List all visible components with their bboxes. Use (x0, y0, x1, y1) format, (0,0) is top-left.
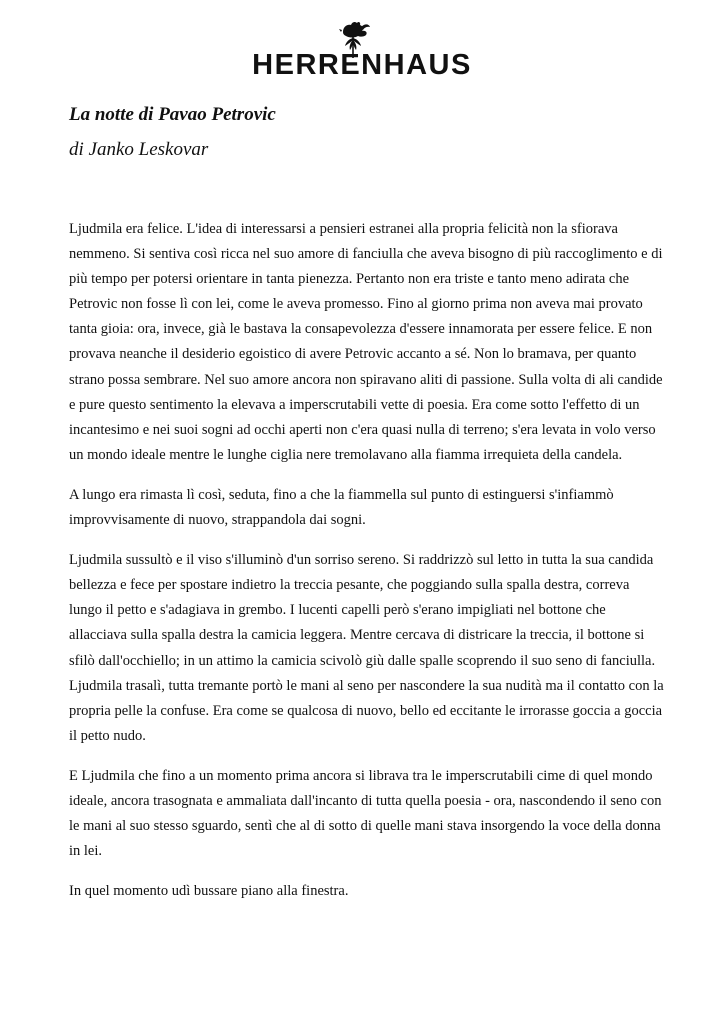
logo-wordmark: HERRENHAUS (252, 49, 472, 81)
paragraph-3: Ljudmila sussultò e il viso s'illuminò d'un sorriso sereno. Si raddrizzò sul letto in tutta la sua candida bellezza e fece per spostare indietro la treccia pesante, che poggiando sulla spalla destra, correva lungo il petto e s'adagiava in grembo. I lucenti capelli però s'erano impigliati nel bottone che allacciava sulla spalla destra la camicia leggera. Mentre cercava di districare la treccia, il bottone si sfilò dall'occhiello; in un attimo la camicia scivolò giù dalle spalle scoprendo il suo seno di fanciulla. Ljudmila trasalì, tutta tremante portò le mani al seno per nascondere la sua nudità ma il contatto con la propria pelle la confuse. Era come se qualcosa di nuovo, bello ed eccitante le irrorasse goccia a goccia il petto nudo. (69, 552, 664, 744)
herrenhaus-logo[interactable] (0, 18, 724, 82)
paragraph-5: In quel momento udì bussare piano alla finestra. (69, 883, 349, 900)
paragraph-4: E Ljudmila che fino a un momento prima ancora si librava tra le imperscrutabili cime di quel mondo ideale, ancora trasognata e ammaliata dall'incanto di tutta quella poesia - ora, nascondendo il seno con le mani al suo stesso sguardo, sentì che al di sotto di quelle mani stava insorgendo la voce della donna in lei. (69, 767, 662, 860)
paragraph-1: Ljudmila era felice. L'idea di interessarsi a pensieri estranei alla propria felicità non la sfiorava nemmeno. Si sentiva così ricca nel suo amore di fanciulla che aveva bisogno di più raccoglimento e di più tempo per potersi orientare in tanta pienezza. Pertanto non era triste e tanto meno adirata che Petrovic non fosse lì con lei, come le aveva promesso. Fino al giorno prima non aveva mai provato tanta gioia: ora, invece, già le bastava la consapevolezza d'essere innamorata per essere felice. E non provava neanche il desiderio egoistico di avere Petrovic accanto a sé. Non lo bramava, per quanto strano possa sembrare. Nel suo amore ancora non spiravano aliti di passione. Sulla volta di ali candide e pure questo sentimento la elevava a imperscrutabili vette di poesia. Era come sotto l'effetto di un incantesimo e nei suoi sogni ad occhi aperti non c'era quasi nulla di terreno; s'era levata in volo verso un mondo ideale mentre le lunghe ciglia nere tremolavano alla fiamma irrequieta della candela. (69, 221, 663, 463)
document-title: La notte di Pavao Petrovic (69, 104, 276, 125)
document-author: di Janko Leskovar (69, 139, 209, 160)
document-body (69, 217, 665, 919)
paragraph-2: A lungo era rimasta lì così, seduta, fino a che la fiammella sul punto di estinguersi s'infiammò improvvisamente di nuovo, strappandola dai sogni. (69, 486, 614, 529)
